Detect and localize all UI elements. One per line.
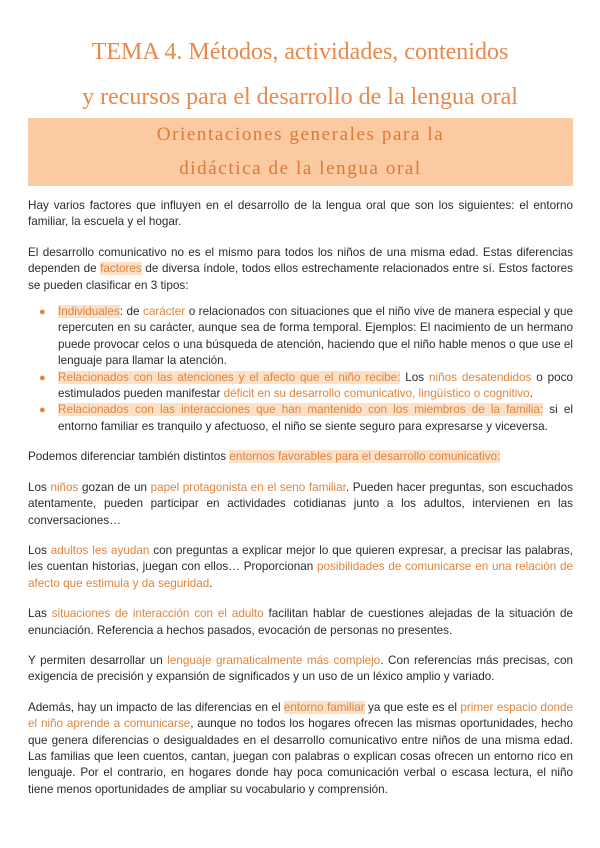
highlight: entornos favorables para el desarrollo comunicativo: xyxy=(229,450,501,464)
page-title xyxy=(0,30,600,120)
body-text xyxy=(28,198,573,812)
text: . Pueden hacer preguntas, son escuchados atentamente, pueden participar en actividades cotidianas junto a los adultos, intervienen en las conversaciones… xyxy=(28,480,573,527)
text: . xyxy=(529,387,533,401)
keyword: papel protagonista en el seno familiar xyxy=(150,480,346,494)
keyword: carácter xyxy=(142,305,186,319)
section-heading-line-2: didáctica de la lengua oral xyxy=(179,158,422,179)
text: Las xyxy=(28,607,52,621)
text: o relacionados con situaciones que el niño vive de manera especial y que repercuten en su carácter, aunque sea de forma temporal. Ejemplos: El nacimiento de un hermano puede provocar celos o una búsqueda de atención, haciendo que el niño hable menos o que use el lenguaje para llamar la atención. xyxy=(58,305,573,368)
list-item xyxy=(39,370,573,403)
paragraph-3 xyxy=(28,449,573,465)
text: facilitan hablar de cuestiones alejadas de la situación de enunciación. Referencia a hechos pasados, evocación de personas no presentes. xyxy=(28,607,573,637)
paragraph-4 xyxy=(28,480,573,529)
section-heading-line-1: Orientaciones generales para la xyxy=(156,124,445,145)
text: de diversa índole, todos ellos estrechamente relacionados entre sí. Estos factores se pueden clasificar en 3 tipos: xyxy=(28,262,573,292)
keyword: niños desatendidos xyxy=(429,370,532,384)
title-line-1: TEMA 4. Métodos, actividades, contenidos xyxy=(91,39,509,65)
keyword: situaciones de interacción con el adulto xyxy=(51,607,264,621)
highlight: entorno familiar xyxy=(283,700,365,714)
bullet-icon: ● xyxy=(39,404,46,417)
bullet-icon: ● xyxy=(39,371,46,384)
factor-list xyxy=(28,304,573,435)
highlight: Individuales xyxy=(58,305,120,319)
text: ya que este es el xyxy=(364,700,461,714)
text: . xyxy=(209,576,213,590)
list-item xyxy=(39,402,573,435)
paragraph-1: Hay varios factores que influyen en el desarrollo de la lengua oral que son los siguientes: el entorno familiar, la escuela y el hogar. xyxy=(28,199,573,229)
paragraph-6 xyxy=(28,606,573,639)
list-item xyxy=(39,304,573,370)
text: . Con referencias más precisas, con exigencia de precisión y expansión de significados y un uso de un léxico amplio y variado. xyxy=(28,653,573,684)
paragraph-7 xyxy=(28,653,573,686)
keyword: niños xyxy=(50,480,79,494)
text: : de xyxy=(119,305,143,319)
text: Podemos diferenciar también distintos xyxy=(28,450,230,464)
text: si el entorno familiar es tranquilo y afectuoso, el niño se siente seguro para expresarse y viceversa. xyxy=(58,403,573,433)
keyword: posibilidades de comunicarse en una relación de afecto que estimula y da seguridad xyxy=(28,560,573,590)
text: Los xyxy=(28,480,51,494)
keyword: primer espacio donde el niño aprende a comunicarse xyxy=(28,700,574,731)
keyword: adultos les ayudan xyxy=(50,543,150,557)
keyword: lenguaje gramaticalmente más complejo xyxy=(167,653,381,667)
text: Los xyxy=(400,370,430,384)
highlight: Relacionados con las atenciones y el afecto que el niño recibe: xyxy=(58,370,401,384)
text: Y permiten desarrollar un xyxy=(28,653,168,667)
paragraph-2 xyxy=(28,245,573,294)
highlight: Relacionados con las interacciones que han mantenido con los miembros de la familia: xyxy=(58,403,544,417)
text: gozan de un xyxy=(78,480,151,494)
section-banner xyxy=(28,118,573,186)
text: Los xyxy=(28,543,51,557)
section-heading xyxy=(28,118,573,186)
text: El desarrollo comunicativo no es el mismo para todos los niños de una misma edad. Estas diferencias dependen de xyxy=(28,245,573,276)
paragraph-5 xyxy=(28,543,573,592)
text: o poco estimulados pueden manifestar xyxy=(58,370,573,401)
text: Además, hay un impacto de las diferencias en el xyxy=(28,700,284,714)
bullet-icon: ● xyxy=(39,306,46,319)
text: , aunque no todos los hogares ofrecen las mismas oportunidades, hecho que genera diferencias o desigualdades en el desarrollo comunicativo entre niños de una misma edad. Las familias que leen cuentos, cantan, juegan con palabras o explican cosas ofrecen un entorno rico en lenguaje. Por el contrario, en hogares donde hay poca comunicación verbal o escasa lectura, el niño tiene menos oportunidades de ampliar su vocabulario y comprensión. xyxy=(28,717,573,796)
highlight: factores xyxy=(100,262,142,276)
title-line-2: y recursos para el desarrollo de la lengua oral xyxy=(82,84,518,110)
keyword: déficit en su desarrollo comunicativo, lingüístico o cognitivo xyxy=(223,387,530,401)
paragraph-8 xyxy=(28,700,573,798)
text: con preguntas a explicar mejor lo que quieren expresar, a precisar las palabras, les cuentan historias, juegan con ellos… Proporcionan xyxy=(28,543,573,574)
